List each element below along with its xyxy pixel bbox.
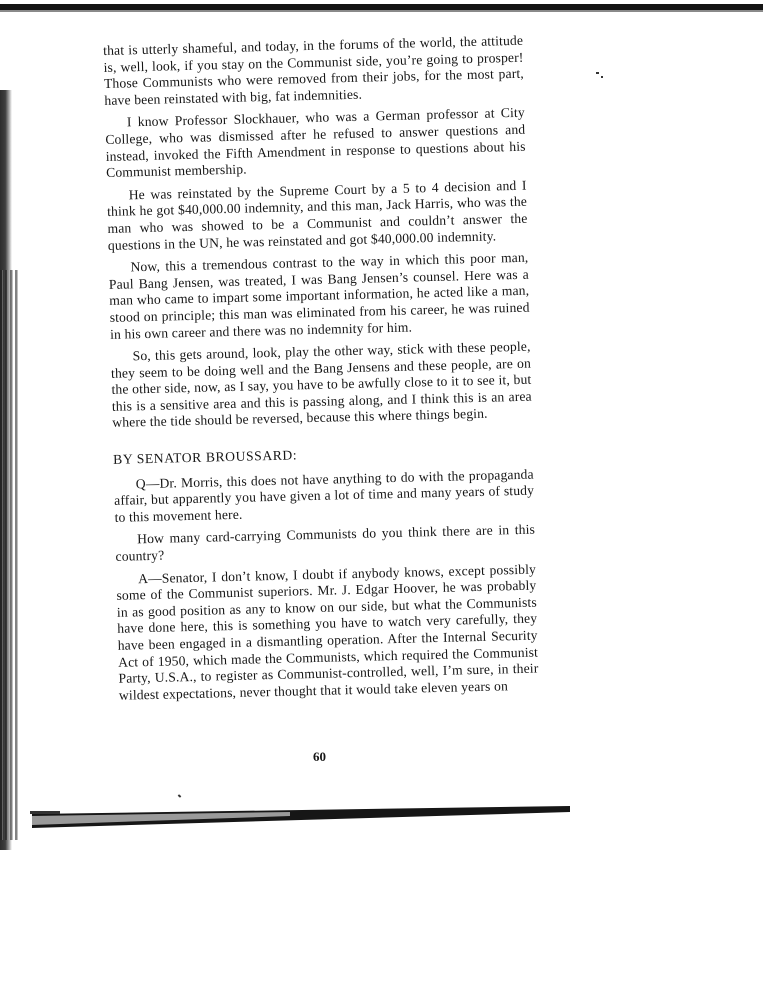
question-paragraph: Q—Dr. Morris, this does not have anything to do with the propaganda affair, but apparently you have given a lot of time and many years of study to this movement here. — [114, 466, 535, 525]
scan-speck — [596, 72, 599, 74]
question-paragraph: How many card-carrying Communists do you think there are in this country? — [115, 522, 536, 564]
page-number: 60 — [313, 749, 326, 764]
paragraph: I know Professor Slockhauer, who was a German professor at City College, who was dismissed after he refused to answer questions and instead, invoked the Fifth Amendment in response to questions about his Communist membership. — [105, 105, 526, 181]
paragraph: Now, this a tremendous contrast to the way in which this poor man, Paul Bang Jensen, was treated, I was Bang Jensen’s counsel. Here was a man who came to impart some important information, he acted like a man, stood on principle; this man was eliminated from his career, he was ruined in his own career and there was no indemnity for him. — [108, 249, 530, 342]
scan-speck — [178, 794, 182, 797]
section-heading: BY SENATOR BROUSSARD: — [112, 447, 298, 467]
answer-paragraph: A—Senator, I don’t know, I doubt if anybody knows, except possibly some of the Communist superiors. Mr. J. Edgar Hoover, he was probably in as good position as any to know on our side, but what the Communists have done here, this is something you have to watch very carefully, they have been engaged in a dismantling operation. After the Internal Security Act of 1950, which made the Communists, which required the Communist Party, U.S.A., to register as Communist-controlled, well, I’m sure, in their wildest expectations, never thought that it would take eleven years on — [116, 561, 539, 703]
document-page — [103, 33, 539, 710]
paragraph: that is utterly shameful, and today, in the forums of the world, the attitude is, well, look, if you stay on the Communist side, you’re going to prosper! Those Communists who were removed from their jobs, for the most part, have been reinstated with big, fat indemnities. — [103, 32, 525, 108]
paragraph: He was reinstated by the Supreme Court by a 5 to 4 decision and I think he got $40,000.00 indemnity, and this man, Jack Harris, who was the man who was showed to be a Communist and couldn’t answer the questions in the UN, he was reinstated and got $40,000.00 indemnity. — [106, 177, 528, 253]
scan-binding-texture — [0, 270, 20, 840]
paragraph: So, this gets around, look, play the other way, stick with these people, they seem to be doing well and the Bang Jensens and these people, are on the other side, now, as I say, you have to be awfully close to it to see it, but this is a sensitive area and this is passing along, and I think this is an area where the tide should be reversed, because this where things begin. — [110, 338, 532, 431]
scan-bottom-binding-bar — [30, 806, 570, 828]
scan-top-border — [0, 4, 763, 12]
scan-speck — [601, 76, 603, 78]
